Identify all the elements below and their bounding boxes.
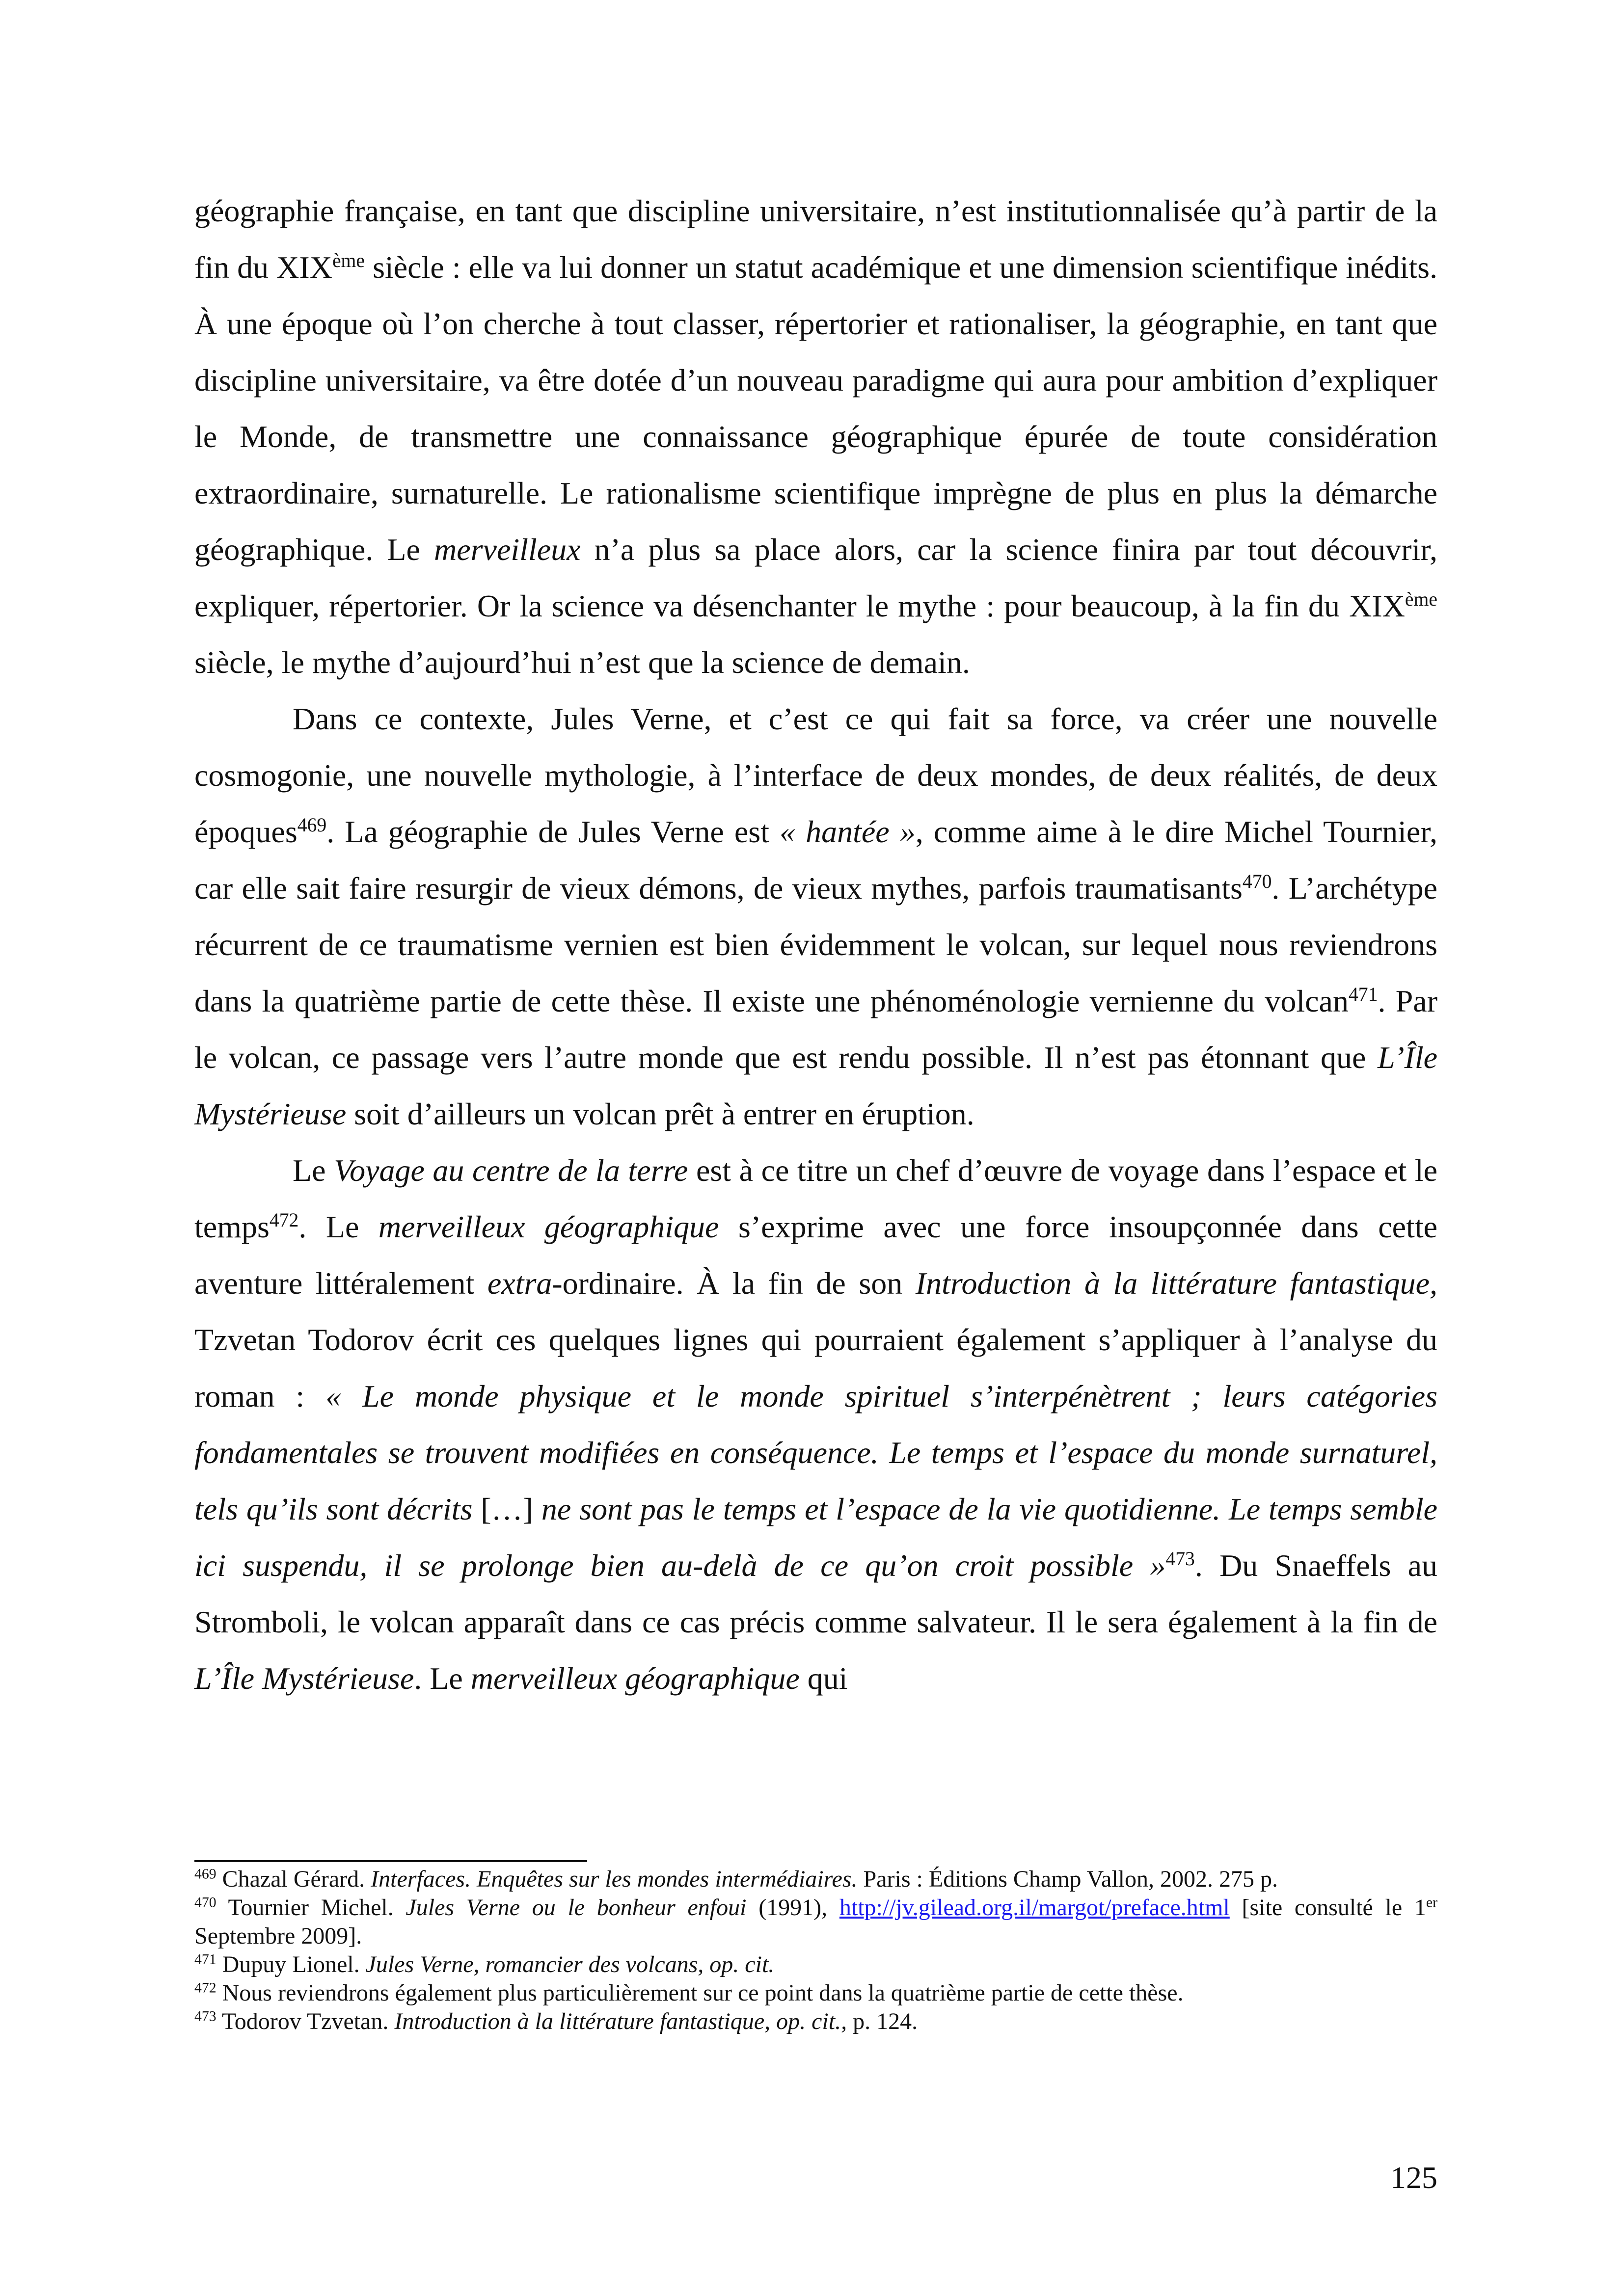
footnote-number: 470: [194, 1894, 216, 1911]
superscript: 472: [269, 1209, 299, 1231]
text-run: Chazal Gérard.: [216, 1866, 371, 1892]
footnote-number: 469: [194, 1866, 216, 1882]
text-run: qui: [799, 1661, 848, 1696]
superscript: ème: [1405, 588, 1437, 611]
paragraph: [194, 183, 1437, 691]
italic-text: Jules Verne ou le bonheur enfoui: [406, 1895, 747, 1921]
text-run: Dans ce contexte, Jules Verne, et c’est ce qui fait sa force, va créer une nouvelle cosmogonie, une nouvelle mythologie, à l’interface de deux mondes, de deux réalités, de deux époques: [194, 701, 1437, 849]
footnote-number: 471: [194, 1951, 216, 1968]
paragraph: [194, 1142, 1437, 1707]
footnote-number: 473: [194, 2008, 216, 2025]
text-run: p. 124.: [847, 2008, 918, 2034]
superscript: 473: [1165, 1548, 1195, 1570]
text-run: -ordinaire. À la fin de son: [552, 1266, 916, 1301]
italic-text: Voyage au centre de la terre: [334, 1153, 688, 1188]
text-run: [site consulté le 1: [1229, 1895, 1426, 1921]
text-run: n’a plus sa place alors, car la science finira par tout découvrir, expliquer, répertorier. Or la science va désenchanter le mythe : pour beaucoup, à la fin du XIX: [194, 532, 1438, 623]
footnote-separator: [194, 1860, 587, 1862]
text-run: […]: [481, 1492, 533, 1526]
text-run: Paris : Éditions Champ Vallon, 2002. 275 p.: [857, 1866, 1278, 1892]
footnote: [194, 1894, 1437, 1950]
hyperlink[interactable]: http://jv.gilead.org.il/margot/preface.html: [839, 1895, 1230, 1921]
text-run: soit d’ailleurs un volcan prêt à entrer en éruption.: [346, 1096, 974, 1131]
italic-text: merveilleux: [434, 532, 581, 567]
text-run: . Par le volcan, ce passage vers l’autre monde que est rendu possible. Il n’est pas étonnant que: [194, 984, 1438, 1075]
text-run: Tzvetan Todorov écrit ces quelques lignes qui pourraient également s’appliquer à l’analyse du roman :: [194, 1322, 1437, 1414]
footnote: [194, 1950, 1437, 1979]
text-run: géographie française, en tant que discipline universitaire, n’est institutionnalisée qu’à partir de la fin du XIX: [194, 193, 1437, 285]
text-run: Septembre 2009].: [194, 1923, 362, 1949]
superscript: ème: [332, 250, 365, 272]
italic-text: merveilleux géographique: [470, 1661, 800, 1696]
italic-text: ne sont pas le temps et l’espace de la vie quotidienne. Le temps semble ici suspendu, il se prolonge bien au-delà de ce qu’on croit possible »: [194, 1492, 1438, 1583]
italic-text: extra: [487, 1266, 552, 1301]
italic-text: « hantée »: [780, 814, 916, 849]
text-run: . La géographie de Jules Verne est: [326, 814, 780, 849]
text-run: Tournier Michel.: [216, 1895, 406, 1921]
footnote: [194, 1865, 1437, 1894]
italic-text: merveilleux géographique: [378, 1209, 719, 1244]
italic-text: « Le monde physique et le monde spirituel s’interpénètrent ; leurs catégories fondamentales se trouvent modifiées en conséquence. Le temps et l’espace du monde surnaturel, tels qu’ils sont décrits: [194, 1379, 1438, 1526]
text-run: . Du Snaeffels au Stromboli, le volcan apparaît dans ce cas précis comme salvateur. Il le sera également à la fin de: [194, 1548, 1438, 1639]
italic-text: Jules Verne, romancier des volcans, op. cit.: [365, 1951, 775, 1977]
footnote: [194, 2007, 1437, 2036]
superscript: 469: [297, 814, 327, 836]
text-run: Nous reviendrons également plus particulièrement sur ce point dans la quatrième partie de cette thèse.: [216, 1980, 1184, 2006]
italic-text: Introduction à la littérature fantastique,: [915, 1266, 1438, 1301]
text-run: s’exprime avec une force insoupçonnée dans cette aventure littéralement: [194, 1209, 1438, 1301]
text-run: siècle : elle va lui donner un statut académique et une dimension scientifique inédits. À une époque où l’on cherche à tout classer, répertorier et rationaliser, la géographie, en tant que discipline universitaire, va être dotée d’un nouveau paradigme qui aura pour ambition d’expliquer le Monde, de transmettre une connaissance géographique épurée de toute considération extraordinaire, surnaturelle. Le rationalisme scientifique imprègne de plus en plus la démarche géographique. Le: [194, 250, 1438, 567]
document-page: [194, 183, 1437, 1707]
text-run: . Le: [298, 1209, 379, 1244]
text-run: (1991),: [746, 1895, 839, 1921]
superscript: 470: [1242, 871, 1272, 893]
text-run: siècle, le mythe d’aujourd’hui n’est que la science de demain.: [194, 645, 970, 680]
text-run: Dupuy Lionel.: [216, 1951, 366, 1977]
italic-text: Introduction à la littérature fantastique, op. cit.,: [394, 2008, 847, 2034]
superscript: 471: [1348, 984, 1378, 1006]
footnote: [194, 1979, 1437, 2007]
text-run: . Le: [414, 1661, 471, 1696]
body-text: [194, 183, 1437, 1707]
italic-text: L’Île Mystérieuse: [194, 1040, 1437, 1131]
text-run: , comme aime à le dire Michel Tournier, car elle sait faire resurgir de vieux démons, de vieux mythes, parfois traumatisants: [194, 814, 1438, 906]
superscript: er: [1426, 1894, 1438, 1911]
text-run: est à ce titre un chef d’œuvre de voyage dans l’espace et le temps: [194, 1153, 1438, 1244]
italic-text: L’Île Mystérieuse: [194, 1661, 414, 1696]
footnote-list: [194, 1865, 1437, 2036]
page-number: 125: [1390, 2160, 1437, 2195]
text-run: . L’archétype récurrent de ce traumatisme vernien est bien évidemment le volcan, sur lequel nous reviendrons dans la quatrième partie de cette thèse. Il existe une phénoménologie vernienne du volcan: [194, 871, 1438, 1018]
italic-text: Interfaces. Enquêtes sur les mondes intermédiaires.: [371, 1866, 858, 1892]
text-run: Le: [293, 1153, 334, 1188]
paragraph: [194, 691, 1437, 1142]
text-run: Todorov Tzvetan.: [216, 2008, 395, 2034]
footnotes: [194, 1860, 1437, 2036]
footnote-number: 472: [194, 1979, 216, 1996]
